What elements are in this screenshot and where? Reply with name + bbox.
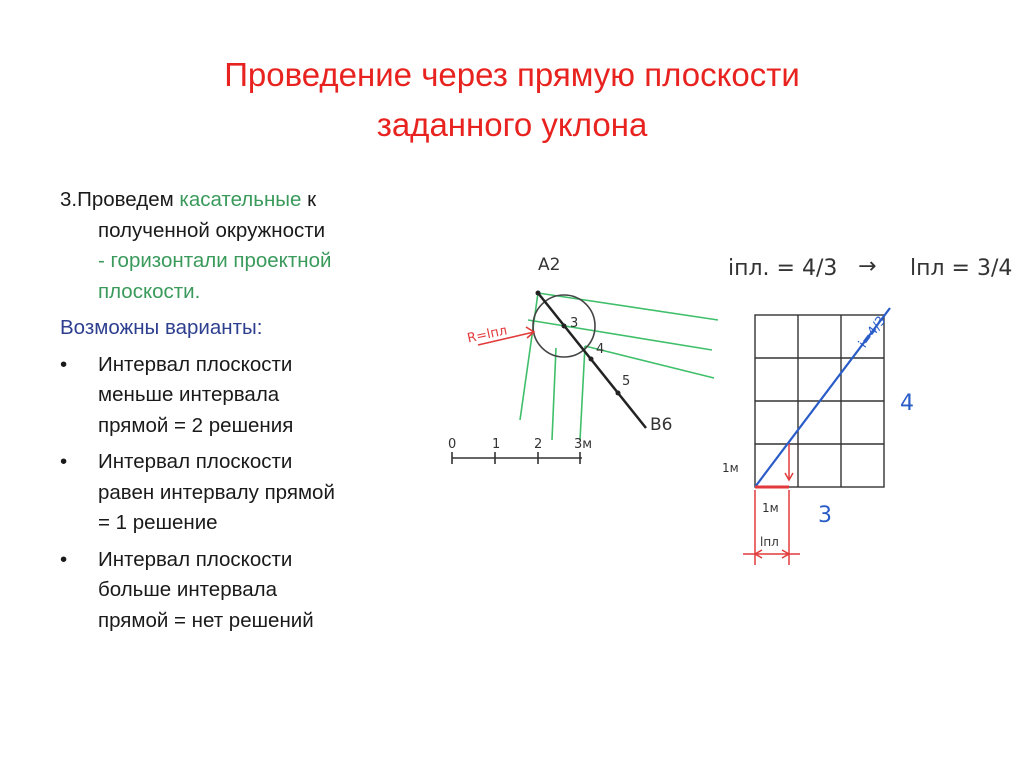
slide-title bbox=[0, 50, 1024, 150]
step-suffix: к bbox=[301, 188, 317, 211]
unit-bottom-label: 1м bbox=[762, 501, 779, 515]
bullet-line: Интервал плоскости bbox=[98, 547, 293, 571]
label-b6: B6 bbox=[650, 415, 673, 435]
step-line-2: полученной окружности bbox=[98, 218, 326, 242]
bullet-line: прямой = нет решений bbox=[98, 608, 314, 632]
bullet-item bbox=[60, 545, 405, 637]
bullet-line: больше интервала bbox=[98, 578, 278, 601]
step-highlight: касательные bbox=[179, 188, 302, 211]
horizontal-line bbox=[585, 346, 714, 378]
slide-body bbox=[60, 185, 405, 636]
formula-arrow: → bbox=[858, 254, 877, 279]
title-line-2: заданного уклона bbox=[376, 106, 648, 143]
grid-side-label: 4 bbox=[900, 391, 914, 416]
step-green-line-1: - горизонтали проектной bbox=[98, 249, 332, 272]
scale-label-3m: 3м bbox=[574, 437, 593, 452]
horizontals-group bbox=[520, 293, 718, 440]
bullet-line: = 1 решение bbox=[98, 511, 218, 534]
horizontal-line bbox=[538, 293, 718, 320]
tangent-line bbox=[552, 348, 556, 440]
variants-heading: Возможны варианты: bbox=[60, 316, 263, 339]
bullet-mark: • bbox=[60, 352, 68, 376]
point-5-dot bbox=[616, 391, 621, 396]
scale-label-1: 1 bbox=[492, 437, 501, 452]
label-4: 4 bbox=[596, 342, 605, 357]
label-5: 5 bbox=[622, 374, 631, 389]
point-a-dot bbox=[536, 291, 541, 296]
bullet-item bbox=[60, 447, 405, 539]
bullet-line: меньше интервала bbox=[98, 383, 280, 406]
interval-label: lпл bbox=[760, 535, 779, 549]
slope-label: i=4/3 bbox=[855, 313, 890, 352]
title-line-1: Проведение через прямую плоскости bbox=[224, 56, 800, 93]
scale-label-2: 2 bbox=[534, 437, 543, 452]
bullet-line: равен интервалу прямой bbox=[98, 480, 335, 504]
step-3-paragraph bbox=[60, 185, 405, 216]
formula-interval: lпл = 3/4 bbox=[910, 256, 1013, 281]
tangent-line bbox=[520, 293, 538, 420]
scale-bar bbox=[452, 452, 582, 464]
scale-label-0: 0 bbox=[448, 437, 457, 452]
label-3: 3 bbox=[570, 316, 579, 331]
bullet-line: Интервал плоскости bbox=[98, 352, 293, 376]
unit-left-label: 1м bbox=[722, 461, 739, 475]
step-green-line-2: плоскости. bbox=[98, 279, 201, 303]
bullet-mark: • bbox=[60, 547, 68, 571]
horizontal-line bbox=[528, 320, 712, 350]
bullet-line: прямой = 2 решения bbox=[98, 413, 294, 437]
bullet-item bbox=[60, 350, 405, 442]
formula-slope: iпл. = 4/3 bbox=[728, 256, 838, 281]
construction-drawing bbox=[420, 230, 1024, 630]
bullet-line: Интервал плоскости bbox=[98, 450, 293, 473]
point-3-dot bbox=[562, 324, 567, 329]
grid-bottom-label: 3 bbox=[818, 503, 832, 528]
tangent-line bbox=[580, 346, 585, 440]
radius-label: R=lпл bbox=[465, 323, 509, 347]
step-prefix: 3.Проведем bbox=[60, 188, 180, 211]
bullet-mark: • bbox=[60, 450, 68, 473]
label-a2: A2 bbox=[538, 255, 561, 275]
point-4-dot bbox=[589, 357, 594, 362]
